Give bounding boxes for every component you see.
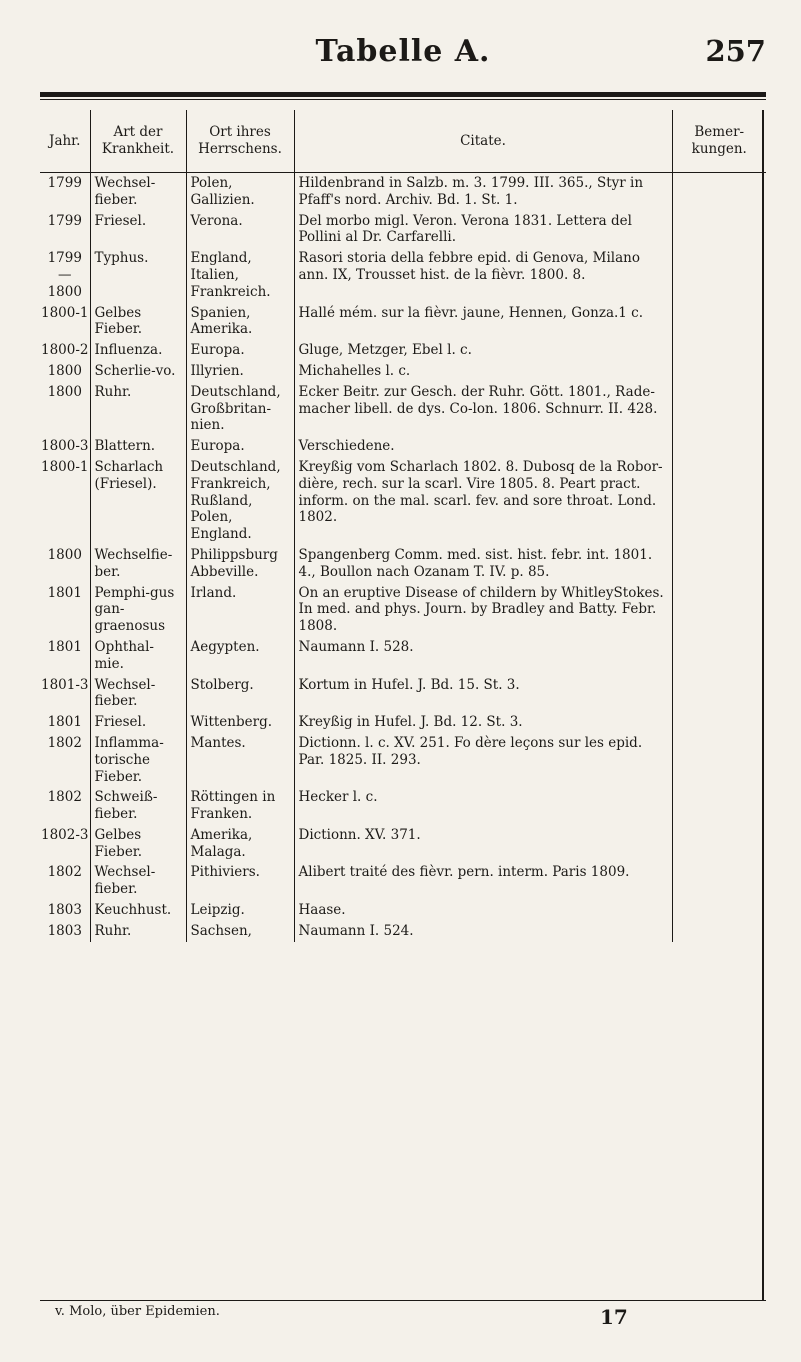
year-cell: 1801-3 — [40, 676, 89, 693]
place-cell: Sachsen, — [186, 921, 294, 942]
citation-cell: Michahelles l. c. — [294, 361, 672, 382]
disease-cell: Scherlie-vo. — [90, 361, 186, 382]
citation-cell: Verschiedene. — [294, 436, 672, 457]
citation-cell: Naumann I. 524. — [294, 921, 672, 942]
table-row — [40, 583, 766, 637]
place-cell: Philippsburg Abbeville. — [186, 545, 294, 583]
table-row — [40, 303, 766, 341]
table-row — [40, 712, 766, 733]
table-row — [40, 787, 766, 825]
year-cell: 1800 — [47, 546, 82, 563]
table-row — [40, 675, 766, 713]
place-cell: Mantes. — [186, 733, 294, 787]
remarks-cell — [672, 211, 766, 249]
column-header-place: Ort ihres Herrschens. — [186, 110, 294, 173]
table-row — [40, 637, 766, 675]
table-row — [40, 211, 766, 249]
remarks-cell — [672, 825, 766, 863]
disease-cell: Schweiß-fieber. — [90, 787, 186, 825]
page-title: Tabelle A. — [315, 34, 491, 69]
citation-cell: Ecker Beitr. zur Gesch. der Ruhr. Gött. 1801., Rade-macher libell. de dys. Co-lon. 1806. Schnurr. II. 428. — [294, 382, 672, 436]
citation-cell: Alibert traité des fièvr. pern. interm. Paris 1809. — [294, 862, 672, 900]
remarks-cell — [672, 340, 766, 361]
year-cell: 1802-3 — [40, 826, 89, 843]
table-row — [40, 382, 766, 436]
place-cell: Polen, Gallizien. — [186, 173, 294, 211]
table-row — [40, 436, 766, 457]
year-cell: 1802 — [47, 734, 82, 751]
disease-cell: Gelbes Fieber. — [90, 303, 186, 341]
page-header — [40, 20, 766, 92]
disease-cell: Pemphi-gus gan-graenosus — [90, 583, 186, 637]
year-cell: 1800-1 — [40, 458, 89, 475]
year-cell: 1802 — [47, 789, 82, 806]
footer-rule — [40, 1300, 766, 1301]
place-cell: Verona. — [186, 211, 294, 249]
year-cell: 1800-1 — [40, 304, 89, 321]
disease-cell: Wechsel-fieber. — [90, 173, 186, 211]
place-cell: Spanien, Amerika. — [186, 303, 294, 341]
citation-cell: Gluge, Metzger, Ebel l. c. — [294, 340, 672, 361]
table-row — [40, 248, 766, 302]
disease-cell: Wechselfie-ber. — [90, 545, 186, 583]
year-cell: 1800-2 — [40, 342, 89, 359]
citation-cell: Del morbo migl. Veron. Verona 1831. Lettera del Pollini al Dr. Carfarelli. — [294, 211, 672, 249]
header-rule — [40, 92, 766, 100]
remarks-cell — [672, 675, 766, 713]
column-header-disease: Art der Krankheit. — [90, 110, 186, 173]
year-cell: 1800-3 — [40, 438, 89, 455]
year-cell: 1800 — [47, 383, 82, 400]
place-cell: England, Italien, Frankreich. — [186, 248, 294, 302]
year-cell: 1803 — [47, 902, 82, 919]
column-header-citations: Citate. — [294, 110, 672, 173]
signature-mark: 17 — [600, 1305, 628, 1329]
citation-cell: Dictionn. XV. 371. — [294, 825, 672, 863]
place-cell: Röttingen in Franken. — [186, 787, 294, 825]
remarks-cell — [672, 712, 766, 733]
place-cell: Europa. — [186, 436, 294, 457]
place-cell: Aegypten. — [186, 637, 294, 675]
place-cell: Amerika, Malaga. — [186, 825, 294, 863]
remarks-cell — [672, 382, 766, 436]
table-row — [40, 900, 766, 921]
column-header-remarks: Bemer-kungen. — [672, 110, 766, 173]
citation-cell: Kreyßig in Hufel. J. Bd. 12. St. 3. — [294, 712, 672, 733]
citation-cell: Kortum in Hufel. J. Bd. 15. St. 3. — [294, 675, 672, 713]
epidemic-table — [40, 110, 766, 942]
place-cell: Wittenberg. — [186, 712, 294, 733]
citation-cell: Kreyßig vom Scharlach 1802. 8. Dubosq de la Robor-dière, rech. sur la scarl. Vire 1805. 8. Peart pract. inform. on the mal. scarl. fev. and sore throat. Lond. 1802. — [294, 457, 672, 545]
place-cell: Deutschland, Frankreich, Rußland, Polen, England. — [186, 457, 294, 545]
place-cell: Leipzig. — [186, 900, 294, 921]
remarks-cell — [672, 583, 766, 637]
remarks-cell — [672, 733, 766, 787]
table-row — [40, 825, 766, 863]
year-cell: 1799 — [47, 212, 82, 229]
remarks-cell — [672, 436, 766, 457]
citation-cell: On an eruptive Disease of childern by WhitleyStokes. In med. and phys. Journ. by Bradley and Batty. Febr. 1808. — [294, 583, 672, 637]
year-cell: 1801 — [47, 584, 82, 601]
table-header-row — [40, 110, 766, 173]
disease-cell: Ruhr. — [90, 382, 186, 436]
place-cell: Pithiviers. — [186, 862, 294, 900]
disease-cell: Scharlach (Friesel). — [90, 457, 186, 545]
citation-cell: Hildenbrand in Salzb. m. 3. 1799. III. 365., Styr in Pfaff's nord. Archiv. Bd. 1. St. 1. — [294, 173, 672, 211]
year-cell: 1799 — 1800 — [47, 250, 82, 300]
table-row — [40, 921, 766, 942]
disease-cell: Blattern. — [90, 436, 186, 457]
column-header-year: Jahr. — [40, 110, 90, 173]
table-row — [40, 733, 766, 787]
page-footer: v. Molo, über Epidemien. — [55, 1304, 220, 1319]
disease-cell: Inflamma-torische Fieber. — [90, 733, 186, 787]
remarks-cell — [672, 173, 766, 211]
remarks-cell — [672, 457, 766, 545]
disease-cell: Ruhr. — [90, 921, 186, 942]
year-cell: 1801 — [47, 714, 82, 731]
citation-cell: Hallé mém. sur la fièvr. jaune, Hennen, Gonza.1 c. — [294, 303, 672, 341]
place-cell: Deutschland, Großbritan-nien. — [186, 382, 294, 436]
citation-cell: Spangenberg Comm. med. sist. hist. febr. int. 1801. 4., Boullon nach Ozanam T. IV. p. 85. — [294, 545, 672, 583]
citation-cell: Haase. — [294, 900, 672, 921]
year-cell: 1799 — [47, 175, 82, 191]
remarks-cell — [672, 862, 766, 900]
remarks-cell — [672, 303, 766, 341]
table-body — [40, 173, 766, 942]
table-row — [40, 173, 766, 211]
table-row — [40, 340, 766, 361]
place-cell: Stolberg. — [186, 675, 294, 713]
table-row — [40, 545, 766, 583]
remarks-cell — [672, 900, 766, 921]
table-right-border — [762, 110, 764, 1300]
place-cell: Europa. — [186, 340, 294, 361]
disease-cell: Friesel. — [90, 211, 186, 249]
citation-cell: Dictionn. l. c. XV. 251. Fo dère leçons sur les epid. Par. 1825. II. 293. — [294, 733, 672, 787]
disease-cell: Gelbes Fieber. — [90, 825, 186, 863]
remarks-cell — [672, 248, 766, 302]
place-cell: Illyrien. — [186, 361, 294, 382]
disease-cell: Friesel. — [90, 712, 186, 733]
disease-cell: Influenza. — [90, 340, 186, 361]
disease-cell: Typhus. — [90, 248, 186, 302]
remarks-cell — [672, 637, 766, 675]
disease-cell: Keuchhust. — [90, 900, 186, 921]
year-cell: 1802 — [47, 864, 82, 881]
disease-cell: Ophthal-mie. — [90, 637, 186, 675]
citation-cell: Naumann I. 528. — [294, 637, 672, 675]
place-cell: Irland. — [186, 583, 294, 637]
table-row — [40, 361, 766, 382]
page-number: 257 — [705, 34, 766, 68]
disease-cell: Wechsel-fieber. — [90, 675, 186, 713]
remarks-cell — [672, 545, 766, 583]
table-row — [40, 862, 766, 900]
year-cell: 1803 — [47, 922, 82, 939]
remarks-cell — [672, 921, 766, 942]
remarks-cell — [672, 787, 766, 825]
citation-cell: Rasori storia della febbre epid. di Genova, Milano ann. IX, Trousset hist. de la fièvr. 1800. 8. — [294, 248, 672, 302]
table-row — [40, 457, 766, 545]
remarks-cell — [672, 361, 766, 382]
year-cell: 1800 — [47, 362, 82, 379]
disease-cell: Wechsel-fieber. — [90, 862, 186, 900]
citation-cell: Hecker l. c. — [294, 787, 672, 825]
year-cell: 1801 — [47, 638, 82, 655]
